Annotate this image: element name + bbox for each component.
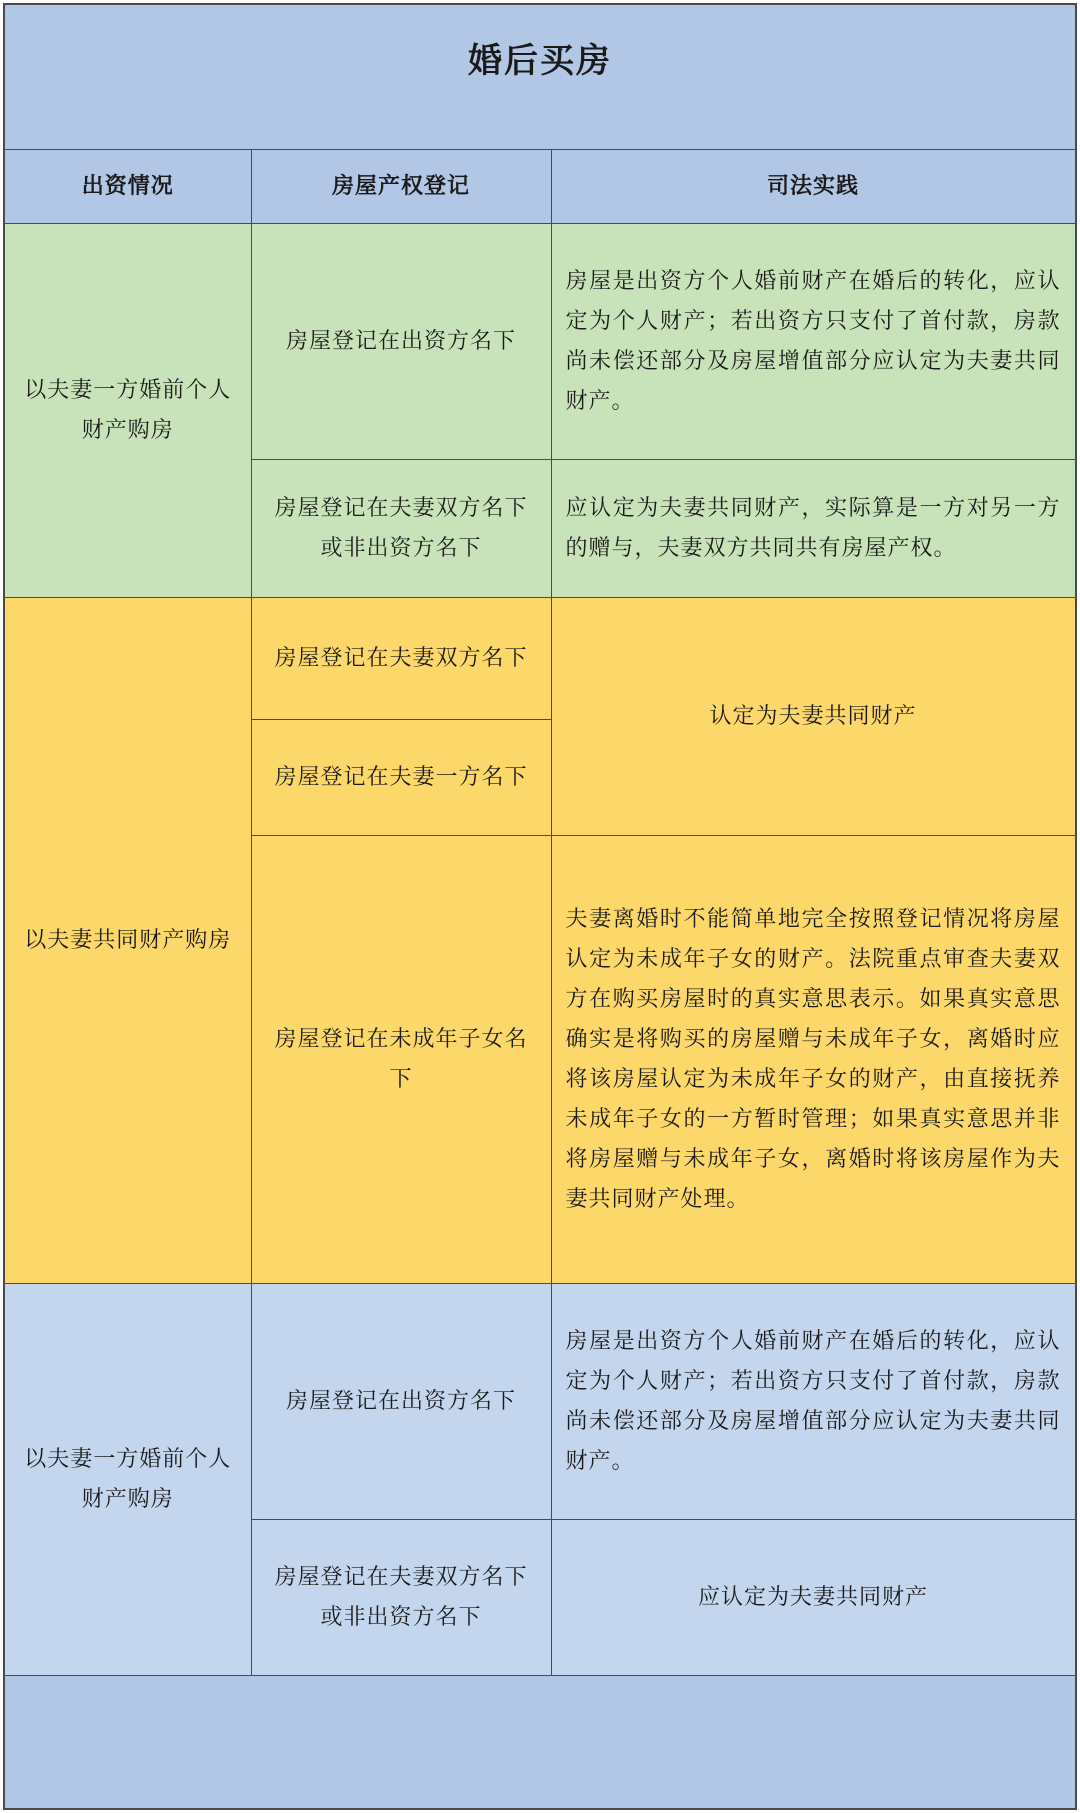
funding-source-cell: 以夫妻共同财产购房 <box>5 598 251 1284</box>
header-practice: 司法实践 <box>551 150 1075 224</box>
header-funding: 出资情况 <box>5 150 251 224</box>
registration-cell: 房屋登记在出资方名下 <box>251 224 551 460</box>
practice-cell: 房屋是出资方个人婚前财产在婚后的转化，应认定为个人财产；若出资方只支付了首付款，房款尚未偿还部分及房屋增值部分应认定为夫妻共同财产。 <box>551 224 1075 460</box>
header-registration: 房屋产权登记 <box>251 150 551 224</box>
practice-cell: 应认定为夫妻共同财产 <box>551 1520 1075 1676</box>
housing-table-sheet <box>3 3 1077 1810</box>
funding-source-cell: 以夫妻一方婚前个人财产购房 <box>5 1284 251 1676</box>
property-rules-table <box>5 149 1076 1676</box>
practice-cell: 认定为夫妻共同财产 <box>551 598 1075 836</box>
table-row <box>5 598 1075 720</box>
table-header-row <box>5 150 1075 224</box>
registration-cell: 房屋登记在未成年子女名下 <box>251 836 551 1284</box>
practice-cell: 夫妻离婚时不能简单地完全按照登记情况将房屋认定为未成年子女的财产。法院重点审查夫妻双方在购买房屋时的真实意思表示。如果真实意思确实是将购买的房屋赠与未成年子女，离婚时应将该房屋认定为未成年子女的财产，由直接抚养未成年子女的一方暂时管理；如果真实意思并非将房屋赠与未成年子女，离婚时将该房屋作为夫妻共同财产处理。 <box>551 836 1075 1284</box>
practice-cell: 应认定为夫妻共同财产，实际算是一方对另一方的赠与，夫妻双方共同共有房屋产权。 <box>551 460 1075 598</box>
table-row <box>5 224 1075 460</box>
registration-cell: 房屋登记在夫妻双方名下或非出资方名下 <box>251 1520 551 1676</box>
practice-cell: 房屋是出资方个人婚前财产在婚后的转化，应认定为个人财产；若出资方只支付了首付款，房款尚未偿还部分及房屋增值部分应认定为夫妻共同财产。 <box>551 1284 1075 1520</box>
funding-source-cell: 以夫妻一方婚前个人财产购房 <box>5 224 251 598</box>
registration-cell: 房屋登记在夫妻双方名下或非出资方名下 <box>251 460 551 598</box>
registration-cell: 房屋登记在夫妻一方名下 <box>251 720 551 836</box>
footer-band <box>5 1676 1075 1808</box>
registration-cell: 房屋登记在出资方名下 <box>251 1284 551 1520</box>
page-title: 婚后买房 <box>468 40 612 81</box>
registration-cell: 房屋登记在夫妻双方名下 <box>251 598 551 720</box>
table-row <box>5 1284 1075 1520</box>
